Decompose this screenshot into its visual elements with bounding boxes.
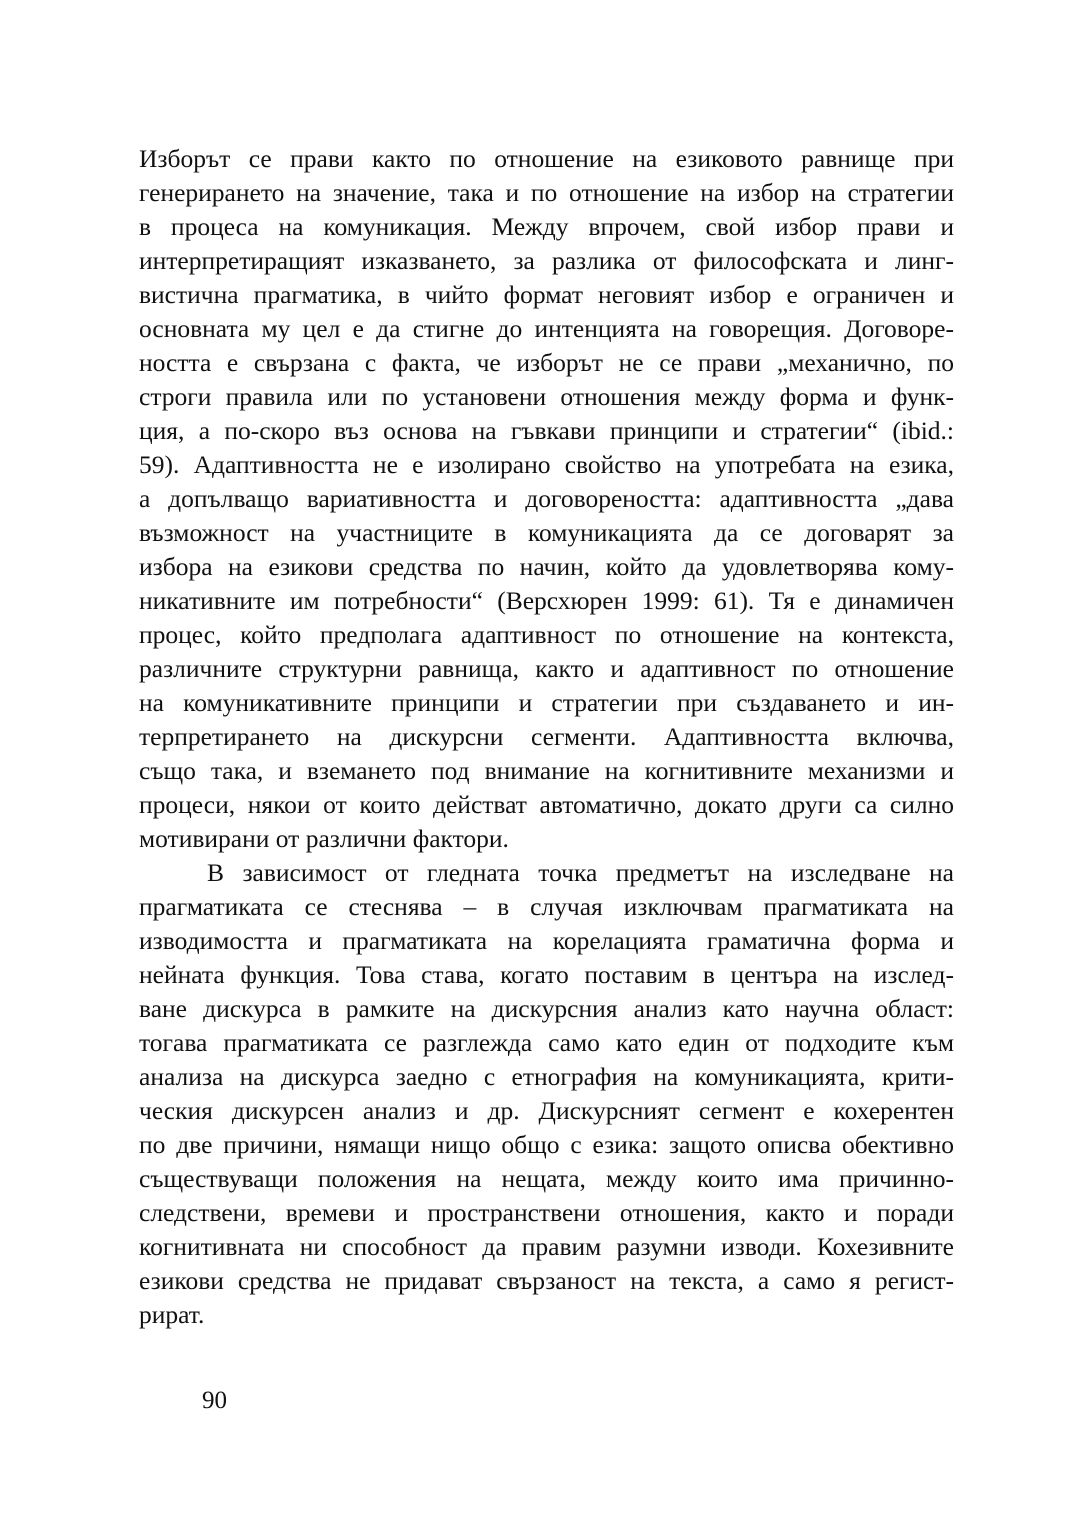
text-line: тогава прагматиката се разглежда само като един от подходите към (139, 1028, 954, 1057)
text-line: анализа на дискурса заедно с етнография на комуникацията, крити- (139, 1062, 954, 1091)
text-line: Изборът се прави както по отношение на езиковото равнище при (139, 144, 954, 173)
text-line: рират. (139, 1300, 205, 1329)
text-line: ческия дискурсен анализ и др. Дискурсният сегмент е кохерентен (139, 1096, 954, 1125)
text-line: терпретирането на дискурсни сегменти. Адаптивността включва, (139, 722, 954, 751)
paragraph-1 (139, 142, 954, 856)
text-line: също така, и вземането под внимание на когнитивните механизми и (139, 756, 954, 785)
text-line: на комуникативните принципи и стратегии при създаването и ин- (139, 688, 954, 717)
page-number: 90 (202, 1387, 227, 1414)
text-line: интерпретиращият изказването, за разлика от философската и линг- (139, 246, 954, 275)
text-line: изводимостта и прагматиката на корелацията граматична форма и (139, 926, 954, 955)
text-line: строги правила или по установени отношения между форма и функ- (139, 382, 954, 411)
text-line: прагматиката се стеснява – в случая изключвам прагматиката на (139, 892, 954, 921)
text-line: езикови средства не придават свързаност на текста, а само я регист- (139, 1266, 954, 1295)
paragraph-2 (139, 856, 954, 1332)
text-line: никативните им потребности“ (Версхюрен 1999: 61). Тя е динамичен (139, 586, 954, 615)
text-line: избора на езикови средства по начин, който да удовлетворява кому- (139, 552, 954, 581)
text-line: 59). Адаптивността не е изолирано свойство на употребата на езика, (139, 450, 954, 479)
text-line: различните структурни равнища, както и адаптивност по отношение (139, 654, 954, 683)
text-line: вистична прагматика, в чийто формат неговият избор е ограничен и (139, 280, 954, 309)
text-line: в процеса на комуникация. Между впрочем, свой избор прави и (139, 212, 954, 241)
text-line: възможност на участниците в комуникацията да се договарят за (139, 518, 954, 547)
text-line: нейната функция. Това става, когато поставим в центъра на изслед- (139, 960, 954, 989)
text-line: а допълващо вариативността и договореността: адаптивността „дава (139, 484, 954, 513)
text-line: процеси, някои от които действат автоматично, докато други са силно (139, 790, 954, 819)
text-line: ция, а по-скоро въз основа на гъвкави принципи и стратегии“ (ibid.: (139, 416, 954, 445)
text-line: ността е свързана с факта, че изборът не се прави „механично, по (139, 348, 954, 377)
text-line: мотивирани от различни фактори. (139, 824, 509, 853)
text-line: съществуващи положения на нещата, между които има причинно- (139, 1164, 954, 1193)
text-line: следствени, времеви и пространствени отношения, както и поради (139, 1198, 954, 1227)
text-line: когнитивната ни способност да правим разумни изводи. Кохезивните (139, 1232, 954, 1261)
text-line: процес, който предполага адаптивност по отношение на контекста, (139, 620, 954, 649)
text-line: ване дискурса в рамките на дискурсния анализ като научна област: (139, 994, 954, 1023)
page-body (139, 142, 954, 1332)
text-line: по две причини, нямащи нищо общо с езика: защото описва обективно (139, 1130, 954, 1159)
text-line: В зависимост от гледната точка предметът на изследване на (207, 858, 954, 887)
text-line: основната му цел е да стигне до интенцията на говорещия. Договоре- (139, 314, 954, 343)
text-line: генерирането на значение, така и по отношение на избор на стратегии (139, 178, 954, 207)
